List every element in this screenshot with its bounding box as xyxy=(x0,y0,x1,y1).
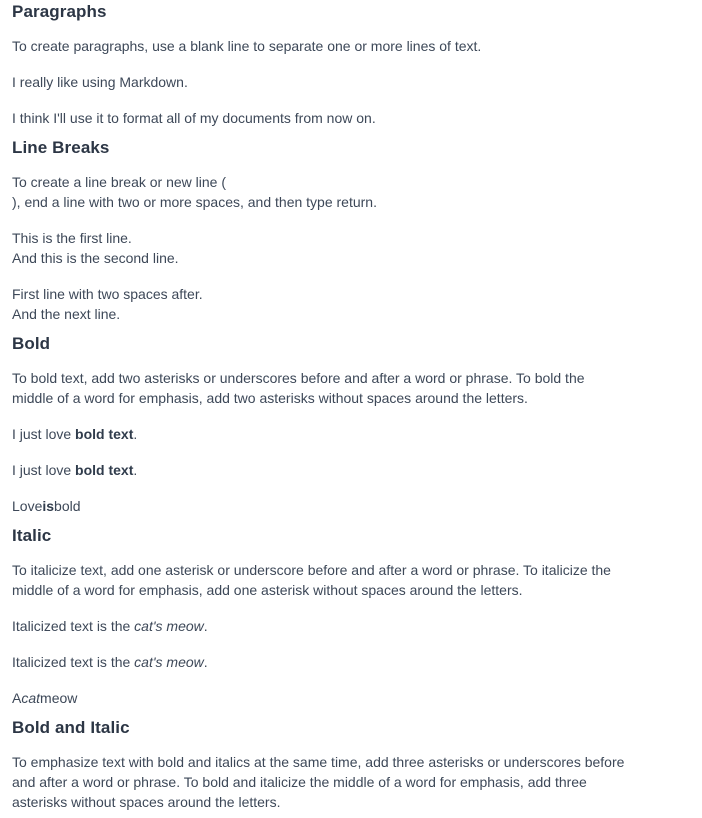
text-run: And the next line. xyxy=(12,306,121,322)
text-run: To italicize text, add one asterisk or underscore before and after a word or phrase. To italicize the xyxy=(12,562,611,578)
text-run: I just love xyxy=(12,462,76,478)
paragraph xyxy=(12,560,690,600)
text-run: bold xyxy=(54,498,81,514)
section-heading: Line Breaks xyxy=(12,138,110,157)
paragraph xyxy=(12,752,690,812)
text-run: A xyxy=(12,690,22,706)
text-run: ), end a line with two or more spaces, and then type return. xyxy=(12,194,377,210)
paragraph xyxy=(12,424,690,444)
text-run: I think I'll use it to format all of my documents from now on. xyxy=(12,110,376,126)
text-run: middle of a word for emphasis, add one asterisk without spaces around the letters. xyxy=(12,582,523,598)
paragraph xyxy=(12,616,690,636)
text-run: I really like using Markdown. xyxy=(12,74,188,90)
bold-text: is xyxy=(42,498,55,514)
paragraph xyxy=(12,36,690,56)
text-run: . xyxy=(133,462,138,478)
bold-text: bold text xyxy=(75,426,134,442)
text-run: and after a word or phrase. To bold and italicize the middle of a word for emphasis, add three xyxy=(12,774,587,790)
italic-text: cat xyxy=(21,690,41,706)
paragraph xyxy=(12,496,690,516)
paragraph xyxy=(12,172,690,212)
text-run: First line with two spaces after. xyxy=(12,286,203,302)
text-run: To emphasize text with bold and italics at the same time, add three asterisks or underscores before xyxy=(12,754,625,770)
paragraph xyxy=(12,284,690,324)
text-run: Italicized text is the xyxy=(12,654,135,670)
italic-text: cat's meow xyxy=(134,618,204,634)
text-run: To create a line break or new line ( xyxy=(12,174,226,190)
text-run: asterisks without spaces around the letters. xyxy=(12,794,281,810)
section-heading: Paragraphs xyxy=(12,2,107,21)
paragraph xyxy=(12,652,690,672)
text-run: To bold text, add two asterisks or underscores before and after a word or phrase. To bold the xyxy=(12,370,585,386)
text-run: middle of a word for emphasis, add two asterisks without spaces around the letters. xyxy=(12,390,528,406)
text-run: I just love xyxy=(12,426,76,442)
paragraph xyxy=(12,228,690,268)
markdown-content xyxy=(12,2,690,812)
paragraph xyxy=(12,108,690,128)
bold-text: bold text xyxy=(75,462,134,478)
text-run: . xyxy=(203,618,208,634)
paragraph xyxy=(12,688,690,708)
text-run: Italicized text is the xyxy=(12,618,135,634)
section-heading: Bold and Italic xyxy=(12,718,130,737)
text-run: . xyxy=(203,654,208,670)
paragraph xyxy=(12,368,690,408)
section-heading: Bold xyxy=(12,334,51,353)
paragraph xyxy=(12,460,690,480)
section-heading: Italic xyxy=(12,526,52,545)
text-run: Love xyxy=(12,498,43,514)
text-run: And this is the second line. xyxy=(12,250,179,266)
italic-text: cat's meow xyxy=(134,654,204,670)
text-run: To create paragraphs, use a blank line to separate one or more lines of text. xyxy=(12,38,482,54)
paragraph xyxy=(12,72,690,92)
text-run: meow xyxy=(40,690,78,706)
text-run: . xyxy=(133,426,138,442)
text-run: This is the first line. xyxy=(12,230,132,246)
